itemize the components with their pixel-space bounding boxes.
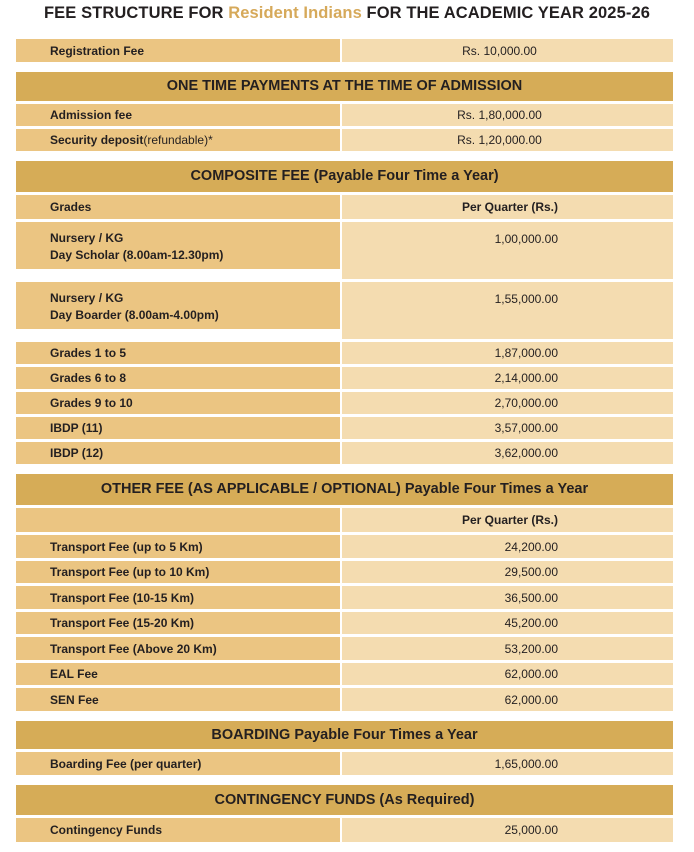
row-value: 1,55,000.00 (494, 292, 558, 306)
row-label: Grades 6 to 8 (16, 367, 340, 389)
section-heading: BOARDING Payable Four Times a Year (16, 721, 673, 749)
row-label: Transport Fee (Above 20 Km) (16, 637, 340, 660)
row-label (16, 222, 340, 269)
section-heading: COMPOSITE FEE (Payable Four Time a Year) (16, 161, 673, 192)
row-value: 25,000.00 (504, 823, 558, 837)
other-fee-section (16, 474, 673, 711)
column-header-value: Per Quarter (Rs.) (461, 200, 558, 214)
row-value: 2,70,000.00 (494, 396, 558, 410)
row-label (16, 282, 340, 329)
row-value: 62,000.00 (504, 667, 558, 681)
row-value: 3,57,000.00 (494, 421, 558, 435)
title-suffix: FOR THE ACADEMIC YEAR 2025-26 (361, 4, 650, 22)
one-time-section (16, 72, 673, 151)
row-value-cell (342, 282, 673, 339)
row-value-cell (342, 612, 673, 634)
row-value: 53,200.00 (504, 641, 558, 656)
row-value: 24,200.00 (504, 539, 558, 554)
table-row (16, 612, 673, 634)
column-header-value-cell (342, 508, 673, 532)
row-value: 3,62,000.00 (494, 446, 558, 460)
row-label: IBDP (11) (16, 417, 340, 439)
boarding-section (16, 721, 673, 775)
row-value-cell (342, 561, 673, 583)
row-value: 1,87,000.00 (494, 346, 558, 360)
row-value-cell (342, 442, 673, 464)
section-heading: CONTINGENCY FUNDS (As Required) (16, 785, 673, 815)
row-value-cell (342, 39, 673, 62)
row-value-cell (342, 129, 673, 151)
table-row (16, 417, 673, 439)
row-label: Transport Fee (up to 10 Km) (16, 561, 340, 583)
table-row (16, 129, 673, 151)
row-value-cell (342, 688, 673, 711)
row-value-cell (342, 104, 673, 126)
column-header-value-cell (342, 195, 673, 219)
row-value: 36,500.00 (504, 590, 558, 605)
row-value: 29,500.00 (504, 565, 558, 579)
table-row (16, 663, 673, 685)
table-row (16, 442, 673, 464)
row-label: Boarding Fee (per quarter) (16, 752, 340, 775)
row-label: Transport Fee (up to 5 Km) (16, 535, 340, 558)
table-row (16, 818, 673, 842)
table-row (16, 688, 673, 711)
row-label: Grades 9 to 10 (16, 392, 340, 414)
row-label: IBDP (12) (16, 442, 340, 464)
row-label-line2: Day Boarder (8.00am-4.00pm) (50, 308, 219, 322)
row-value-cell (342, 417, 673, 439)
column-header-row (16, 195, 673, 219)
row-label-line1: Nursery / KG (50, 231, 124, 245)
table-row (16, 39, 673, 62)
column-header-label: Grades (16, 195, 340, 219)
row-label (16, 129, 340, 151)
title-highlight: Resident Indians (228, 4, 362, 22)
row-label: Transport Fee (10-15 Km) (16, 586, 340, 609)
table-row (16, 637, 673, 660)
row-label: Contingency Funds (16, 818, 340, 842)
composite-section (16, 161, 673, 464)
row-value-cell (342, 222, 673, 279)
section-heading: OTHER FEE (AS APPLICABLE / OPTIONAL) Payable Four Times a Year (16, 474, 673, 505)
row-label-note: (refundable)* (143, 133, 213, 147)
row-label-line2: Day Scholar (8.00am-12.30pm) (50, 248, 224, 262)
row-label: Admission fee (16, 104, 340, 126)
table-row (16, 586, 673, 609)
row-label: Registration Fee (16, 39, 340, 62)
row-value-cell (342, 752, 673, 775)
row-value: Rs. 1,20,000.00 (457, 133, 542, 147)
registration-section (16, 39, 673, 62)
table-row (16, 104, 673, 126)
row-value-cell (342, 367, 673, 389)
row-value-cell (342, 663, 673, 685)
page-title (0, 4, 694, 23)
section-heading: ONE TIME PAYMENTS AT THE TIME OF ADMISSION (16, 72, 673, 101)
row-value-cell (342, 392, 673, 414)
row-value: Rs. 10,000.00 (462, 43, 537, 58)
row-label-main: Security deposit (50, 133, 144, 147)
table-row (16, 392, 673, 414)
row-label-line1: Nursery / KG (50, 291, 124, 305)
fee-table (16, 39, 673, 852)
row-value: 1,65,000.00 (494, 756, 558, 771)
table-row (16, 282, 673, 339)
table-row (16, 561, 673, 583)
column-header-label (16, 508, 340, 532)
row-value: 1,00,000.00 (494, 232, 558, 246)
column-header-value: Per Quarter (Rs.) (461, 513, 558, 527)
row-label: SEN Fee (16, 688, 340, 711)
row-value: 45,200.00 (504, 616, 558, 630)
table-row (16, 367, 673, 389)
column-header-row (16, 508, 673, 532)
row-value-cell (342, 342, 673, 364)
contingency-section (16, 785, 673, 842)
table-row (16, 342, 673, 364)
table-row (16, 222, 673, 279)
row-label: Transport Fee (15-20 Km) (16, 612, 340, 634)
row-value-cell (342, 586, 673, 609)
table-row (16, 752, 673, 775)
title-prefix: FEE STRUCTURE FOR (44, 4, 229, 22)
table-row (16, 535, 673, 558)
row-value-cell (342, 637, 673, 660)
row-label: EAL Fee (16, 663, 340, 685)
row-value-cell (342, 818, 673, 842)
row-value: Rs. 1,80,000.00 (457, 108, 542, 122)
row-label: Grades 1 to 5 (16, 342, 340, 364)
row-value: 62,000.00 (504, 692, 558, 707)
row-value: 2,14,000.00 (494, 371, 558, 385)
row-value-cell (342, 535, 673, 558)
